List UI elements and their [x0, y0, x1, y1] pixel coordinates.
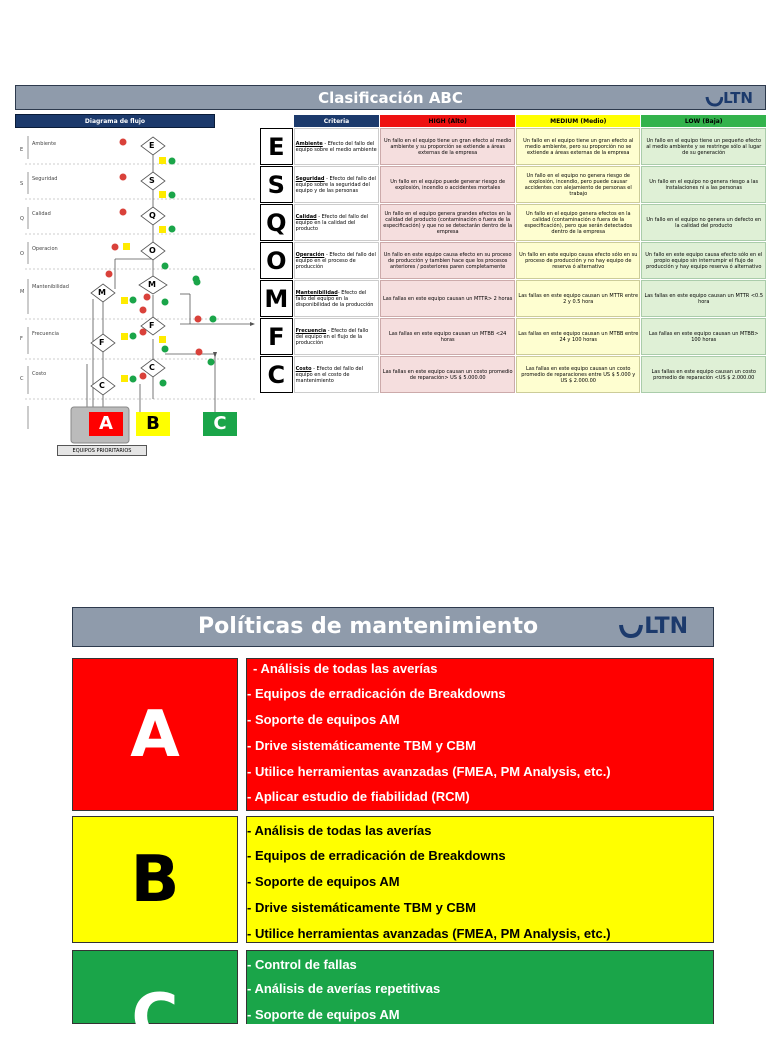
- row-low: Las fallas en este equipo causan un costo promedio de reparación <US $ 2.000.00: [641, 356, 766, 393]
- flow-row-name-calidad: Calidad: [32, 211, 51, 217]
- flow-row-name-ambiente: Ambiente: [32, 141, 57, 147]
- flow-row-label-s: S: [20, 181, 24, 187]
- table-row: [260, 204, 766, 241]
- row-low: Las fallas en este equipo causan un MTBB> 100 horas: [641, 318, 766, 355]
- flow-final-b: B: [136, 412, 170, 436]
- policy-letter-c: C: [72, 950, 238, 1024]
- policy-list-b: [246, 816, 714, 943]
- row-medium: Un fallo en el equipo tiene un gran efecto al medio ambiente, pero su proporción no se extiende a áreas externas de la empresa: [516, 128, 640, 165]
- th-high: HIGH (Alto): [380, 115, 515, 127]
- flow-node-m-right: M: [148, 280, 156, 289]
- flow-node-o: O: [149, 246, 156, 255]
- criteria-name: Mantenibilidad: [295, 289, 338, 296]
- list-item: - Equipos de erradicación de Breakdowns: [247, 686, 506, 701]
- list-item: - Aplicar estudio de fiabilidad (RCM): [247, 789, 470, 804]
- flow-row-label-o: O: [20, 251, 24, 257]
- row-high: Un fallo en el equipo puede generar riesgo de explosión, incendio o accidentes mortales: [380, 166, 515, 203]
- row-letter: E: [260, 128, 293, 165]
- list-item: - Análisis de todas las averías: [247, 823, 432, 838]
- abc-title: Clasificación ABC: [318, 89, 463, 107]
- row-medium: Un fallo en este equipo causa efecto sólo en su proceso de producción y no hay equipo de reserva ó alternativo: [516, 242, 640, 279]
- row-criteria: [294, 128, 380, 165]
- row-low: Las fallas en este equipo causan un MTTR <0.5 hora: [641, 280, 766, 317]
- flow-node-q: Q: [149, 211, 156, 220]
- row-medium: Las fallas en este equipo causan un MTBB entre 24 y 100 horas: [516, 318, 640, 355]
- flow-row-name-costo: Costo: [32, 371, 47, 377]
- th-low: LOW (Baja): [641, 115, 766, 127]
- row-low: Un fallo en el equipo tiene un pequeño efecto al medio ambiente y se restringe sólo al lugar de su generación: [641, 128, 766, 165]
- flow-row-name-frecuencia: Frecuencia: [32, 331, 59, 337]
- flow-final-c: C: [203, 412, 237, 436]
- row-high: Las fallas en este equipo causan un costo promedio de reparación> US $ 5.000.00: [380, 356, 515, 393]
- row-low: Un fallo en este equipo causa efecto sólo en el propio equipo sin interrumpir el flujo de producción y hay equipo reserva ó alternativo: [641, 242, 766, 279]
- flow-node-s: S: [149, 176, 155, 185]
- row-high: Un fallo en este equipo causa efecto en su proceso de producción y tambien hace que los procesos anteriores / posteriores paren completamente: [380, 242, 515, 279]
- flow-node-c-left: C: [99, 381, 105, 390]
- flow-row-label-e: E: [20, 147, 24, 153]
- row-criteria: [294, 356, 380, 393]
- list-item: - Soporte de equipos AM: [247, 1007, 400, 1022]
- row-criteria: [294, 242, 380, 279]
- flow-row-label-m: M: [20, 289, 25, 295]
- policies-title-banner: [72, 607, 714, 647]
- row-criteria: [294, 166, 380, 203]
- row-letter: Q: [260, 204, 293, 241]
- table-row: [260, 356, 766, 393]
- row-high: Las fallas en este equipo causan un MTBB <24 horas: [380, 318, 515, 355]
- row-high: Las fallas en este equipo causan un MTTR> 2 horas: [380, 280, 515, 317]
- row-letter: M: [260, 280, 293, 317]
- logo-swoosh-icon: [705, 91, 723, 107]
- flow-priority-label: EQUIPOS PRIORITARIOS: [57, 445, 147, 456]
- flow-node-m-left: M: [98, 288, 106, 297]
- criteria-name: Frecuencia: [295, 327, 327, 334]
- row-medium: Las fallas en este equipo causan un MTTR entre 2 y 0.5 hora: [516, 280, 640, 317]
- criteria-name: Costo: [295, 365, 312, 372]
- criteria-desc: - Efecto del fallo del equipo en el flujo de la producción: [295, 327, 369, 346]
- flow-node-f-right: F: [149, 321, 155, 330]
- policy-list-c: [246, 950, 714, 1024]
- list-item: - Utilice herramientas avanzadas (FMEA, PM Analysis, etc.): [247, 926, 611, 941]
- policies-logo: [618, 614, 688, 639]
- policy-list-a: [246, 658, 714, 811]
- table-row: [260, 318, 766, 355]
- table-row: [260, 280, 766, 317]
- flow-row-label-c: C: [20, 376, 24, 382]
- flow-row-label-q: Q: [20, 216, 24, 222]
- flow-node-e: E: [149, 141, 155, 150]
- criteria-name: Calidad: [295, 213, 317, 220]
- policies-title: Políticas de mantenimiento: [198, 614, 539, 639]
- policy-letter-b: B: [72, 816, 238, 943]
- policy-letter-a: A: [72, 658, 238, 811]
- abc-logo-text: LTN: [723, 89, 753, 107]
- criteria-desc: - Efecto del fallo del equipo sobre el medio ambiente: [295, 140, 377, 153]
- abc-criteria-table: [259, 114, 767, 394]
- row-criteria: [294, 204, 380, 241]
- criteria-desc: - Efecto del fallo del equipo en la disponibilidad de la producción: [295, 289, 374, 308]
- policies-logo-text: LTN: [644, 614, 688, 639]
- row-letter: O: [260, 242, 293, 279]
- th-empty: [260, 115, 293, 127]
- row-letter: C: [260, 356, 293, 393]
- th-medium: MEDIUM (Medio): [516, 115, 640, 127]
- row-letter: F: [260, 318, 293, 355]
- flow-row-name-mantenibilidad: Mantenibilidad: [32, 284, 69, 290]
- flow-diagram-title: Diagrama de flujo: [15, 114, 215, 128]
- table-row: [260, 242, 766, 279]
- row-letter: S: [260, 166, 293, 203]
- row-medium: Un fallo en el equipo genera efectos en la calidad (contaminación o fuera de la especificación), pero que serán detectados dentro de la empresa: [516, 204, 640, 241]
- flow-node-f-left: F: [99, 338, 105, 347]
- flow-row-name-operacion: Operacion: [32, 246, 58, 252]
- table-row: [260, 128, 766, 165]
- criteria-desc: - Efecto del fallo del equipo sobre la seguridad del equipo y de las personas: [295, 175, 376, 194]
- list-item: - Utilice herramientas avanzadas (FMEA, PM Analysis, etc.): [247, 764, 611, 779]
- logo-swoosh-icon: [618, 617, 644, 639]
- row-low: Un fallo en el equipo no genera riesgo a las instalaciones ni a las personas: [641, 166, 766, 203]
- th-criteria: Criteria: [294, 115, 380, 127]
- flow-row-name-seguridad: Seguridad: [32, 176, 58, 182]
- list-item: - Análisis de averías repetitivas: [247, 981, 441, 996]
- flow-final-a: A: [89, 412, 123, 436]
- flow-diagram: [15, 114, 255, 459]
- list-item: - Drive sistemáticamente TBM y CBM: [247, 900, 477, 915]
- list-item: - Drive sistemáticamente TBM y CBM: [247, 738, 477, 753]
- criteria-name: Seguridad: [295, 175, 325, 182]
- row-high: Un fallo en el equipo tiene un gran efecto al medio ambiente y su proporción se extiende a áreas externas de la empresa: [380, 128, 515, 165]
- abc-table-header: [260, 115, 766, 127]
- list-item: - Control de fallas: [247, 957, 357, 972]
- row-low: Un fallo en el equipo no genera un defecto en la calidad del producto: [641, 204, 766, 241]
- list-item: - Análisis de todas las averías: [253, 661, 438, 676]
- criteria-name: Ambiente: [295, 140, 323, 147]
- abc-logo: [705, 89, 753, 107]
- list-item: - Soporte de equipos AM: [247, 712, 400, 727]
- row-medium: Las fallas en este equipo causan un costo promedio de reparaciones entre US $ 5.000 y US $ 2.000.00: [516, 356, 640, 393]
- row-criteria: [294, 280, 380, 317]
- flow-row-label-f: F: [20, 336, 23, 342]
- list-item: - Soporte de equipos AM: [247, 874, 400, 889]
- row-criteria: [294, 318, 380, 355]
- row-high: Un fallo en el equipo genera grandes efectos en la calidad del producto (contaminación o fuera de la especificación) y que no se detectarán dentro de la empresa: [380, 204, 515, 241]
- criteria-desc: - Efecto del fallo del equipo en el costo de mantenimiento: [295, 365, 364, 384]
- criteria-name: Operación: [295, 251, 325, 258]
- list-item: - Equipos de erradicación de Breakdowns: [247, 848, 506, 863]
- row-medium: Un fallo en el equipo no genera riesgo de explosión, incendio, pero puede causar accidentes con alejamiento de personas el trabajo: [516, 166, 640, 203]
- table-row: [260, 166, 766, 203]
- criteria-desc: - Efecto del fallo del equipo en el proceso de producción: [295, 251, 376, 270]
- criteria-desc: - Efecto del fallo del equipo en la calidad del producto: [295, 213, 369, 232]
- flow-node-c-right: C: [149, 363, 155, 372]
- abc-title-banner: [15, 85, 766, 110]
